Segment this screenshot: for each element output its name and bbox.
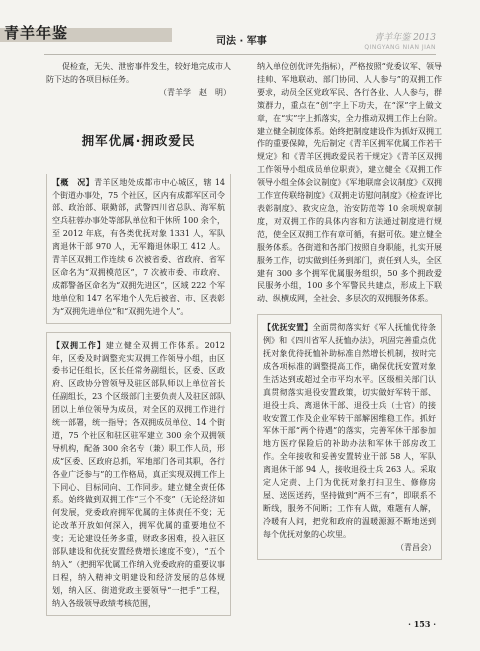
mechanism-tag: 【双拥工作】 <box>52 339 106 350</box>
overview-tag: 【概 况】 <box>52 176 95 187</box>
intro-author: （青羊学 赵 明） <box>159 87 231 97</box>
overview-paragraph <box>52 176 225 319</box>
mechanism-paragraph <box>52 339 225 611</box>
mechanism-box <box>46 332 231 616</box>
page-header <box>0 0 480 52</box>
header-rule <box>44 54 436 55</box>
mechanism-text: 建立健全双拥工作体系。2012 年，区委及时调整充实双拥工作领导小组，由区委书记任组长，区长任常务副组长，区委、区政府、区政协分管领导及驻区部队师以上单位首长任副组长，23 个区级部门主要负责人及驻区部队团以上单位领导为成员，对全区的双拥工作进行统一部署，统一指导；各双拥成员单位、14 个街道，75 个社区和驻区驻军建立 300 余个双拥领导机构，配备 300 余名专（兼）职工作人员，形成“区委、区政府总抓，军地部门各司其职，各行各业广泛参与”的工作格局，真正实现双拥工作上下同心、目标同向、工作同步。建立健全责任体系。始终做到双拥工作“三个不变”（无论经济如何发展，党委政府拥军优属的主体责任不变；无论改革开放如何深入，拥军优属的重要地位不变；无论建设任务多重，财政多困难，投入驻区部队建设和优抚安置经费增长速度不变），“五个纳入”（把拥军优属工作纳入党委政府的重要议事日程，纳入精神文明建设和经济发展的总体规划，纳入区、街道党政主要领导“一把手”工程，纳入各级领导政绩考核范围， <box>52 340 226 608</box>
page-number: · 153 · <box>408 619 436 629</box>
intro-paragraph <box>46 61 231 100</box>
continued-paragraph <box>257 61 442 306</box>
yearbook-logo: 青羊年鉴 <box>4 24 69 42</box>
policy-text: 全面贯彻落实好《军人抚恤优待条例》和《四川省军人抚恤办法》，巩固完善重点优抚对象优待抚恤补助标准自然增长机制，按时完成各项标准的调整提高工作，确保优抚安置对象生活达到或超过全市平均水平。区级相关部门认真贯彻落实退役安置政策，切实做好军转干部、退役士兵、离退休干部、退役士兵（士官）的接收安置工作及企业军转干部解困维稳工作。抓好军休干部“两个待遇”的落实，完善军休干部参加地方医疗保险后的补助办法和军休干部房改工作。全年接收和妥善安置转业干部 58 人，军队离退休干部 94 人，接收退役士兵 263 人。采取定人定责、上门为优抚对象打扫卫生、修修房屋、送医送药，坚持做到“两不三有”，即联系不断线，服务不间断；工作有人做，难题有人解，冷暖有人问，把党和政府的温暖源源不断地送到每个优抚对象的心坎里。 <box>263 323 436 539</box>
intro-text: 促检查，无失、泄密事件发生，较好地完成市人防下达的各项目标任务。 <box>46 62 231 84</box>
policy-tag: 【优抚安置】 <box>263 322 313 333</box>
continued-text: 纳入单位创优评先指标），严格按照“党委议军、领导挂帅、军地联动、部门协同、人人参与”的双拥工作要求，动员全区党政军民、各行各业、人人参与，群策群力，重点在“创”字上下功夫，在“深”字上做文章，在“实”字上抓落实，全力推动双拥工作上台阶。建立健全制度体系。始终把制度建设作为抓好双拥工作的重要保障，先后制定《青羊区拥军优属工作若干规定》和《青羊区拥政爱民若干规定》《青羊区双拥工作领导小组成员单位职责》，建立健全《双拥工作领导小组全体会议制度》《军地联席会议制度》《双拥工作宣传联络制度》《双拥走访慰问制度》《检查评比表彰制度》、救灾应急，治安防范等 10 余项规章制度，对双拥工作的具体内容和方法通过制度进行规范，使全区双拥工作有章可循，有据可依。建立健全服务体系。各街道和各部门按照自身职能，扎实开展服务工作，切实做到任务到部门，责任到人头，全区建有 300 多个拥军优属服务组织，50 多个拥政爱民服务小组，100 多个军警民共建点，形成上下联动、纵横成网，全社会、多层次的双拥服务体系。 <box>257 62 442 304</box>
article-title: 拥军优属·拥政爱民 <box>81 132 196 148</box>
left-column <box>46 61 231 616</box>
policy-author: （青昌会） <box>396 542 436 552</box>
yearbook-pinyin: QINGYANG NIAN JIAN <box>364 44 436 51</box>
overview-text: 青羊区地处成都市中心城区，辖 14 个街道办事处，75 个社区，区内有成都军区司令部、政治部、联勤部，武警四川省总队、海军航空兵驻蓉办事处等部队单位和干休所 100 余个，至 2012 年底，有各类优抚对象 1331 人，军队离退休干部 970 人，无军籍退休职工 412 人。青羊区双拥工作连续 6 次被省委、省政府、省军区命名为“双拥模范区”，7 次被市委、市政府、成都警备区命名为“双拥先进区”，区域 222 个军地单位和 147 名军地个人先后被省、市、区表彰为“双拥先进单位”和“双拥先进个人”。 <box>52 177 225 316</box>
right-column <box>257 61 442 560</box>
policy-box <box>257 314 442 559</box>
overview-box <box>46 174 231 324</box>
policy-paragraph <box>263 321 436 554</box>
section-title: 司法 · 军事 <box>216 36 267 47</box>
yearbook-year-mark: 青羊年鉴 2013 <box>374 33 436 43</box>
